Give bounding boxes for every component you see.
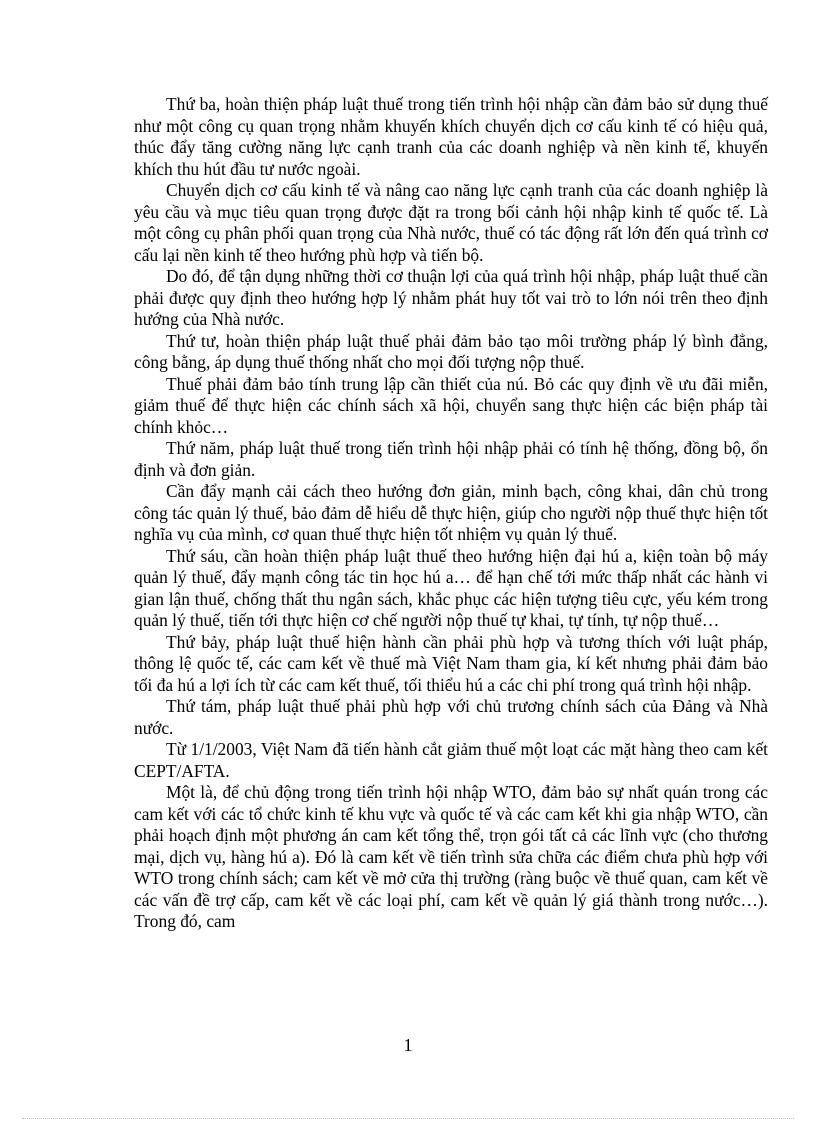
paragraph-mot-la: Một là, để chủ động trong tiến trình hội nhập WTO, đảm bảo sự nhất quán trong các cam kết với các tổ chức kinh tế khu vực và quốc tế và các cam kết khi gia nhập WTO, cần phải hoạch định một phương án cam kết tổng thể, trọn gói tất cả các lĩnh vực (cho thương mại, dịch vụ, hàng hú a). Đó là cam kết về tiến trình sửa chữa các điểm chưa phù hợp với WTO trong chính sách; cam kết về mở cửa thị trường (ràng buộc về thuế quan, cam kết về các vấn đề trợ cấp, cam kết về các loại phí, cam kết về quản lý giá thành trong nước…). Trong đó, cam: [134, 782, 768, 931]
paragraph-thu-tam: Thứ tám, pháp luật thuế phải phù hợp với chủ trương chính sách của Đảng và Nhà nước.: [134, 696, 768, 738]
body-text: [134, 94, 768, 933]
paragraph-thu-tu: Thứ tư, hoàn thiện pháp luật thuế phải đảm bảo tạo môi trường pháp lý bình đẳng, công bằng, áp dụng thuế thống nhất cho mọi đối tượng nộp thuế.: [134, 330, 768, 372]
paragraph-thu-nam: Thứ năm, pháp luật thuế trong tiến trình hội nhập phải có tính hệ thống, đồng bộ, ổn định và đơn giản.: [134, 438, 768, 480]
paragraph-tu-2003: Từ 1/1/2003, Việt Nam đã tiến hành cắt giảm thuế một loạt các mặt hàng theo cam kết CEPT/AFTA.: [134, 739, 768, 781]
page-number: 1: [403, 1035, 413, 1055]
paragraph-chuyen-dich: Chuyển dịch cơ cấu kinh tế và nâng cao năng lực cạnh tranh của các doanh nghiệp là yêu cầu và mục tiêu quan trọng được đặt ra trong bối cảnh hội nhập kinh tế quốc tế. Là một công cụ phân phối quan trọng của Nhà nước, thuế có tác động rất lớn đến quá trình cơ cấu lại nền kinh tế theo hướng phù hợp và tiến bộ.: [134, 180, 768, 265]
paragraph-do-do: Do đó, để tận dụng những thời cơ thuận lợi của quá trình hội nhập, pháp luật thuế cần phải được quy định theo hướng hợp lý nhằm phát huy tốt vai trò to lớn nói trên theo định hướng của Nhà nước.: [134, 266, 768, 329]
paragraph-can-day-manh: Cần đẩy mạnh cải cách theo hướng đơn giản, minh bạch, công khai, dân chủ trong công tác quản lý thuế, bảo đảm dễ hiểu dễ thực hiện, giúp cho người nộp thuế thực hiện tốt nghĩa vụ của mình, cơ quan thuế thực hiện tốt nhiệm vụ quản lý thuế.: [134, 481, 768, 544]
paragraph-thu-bay: Thứ bảy, pháp luật thuế hiện hành cần phải phù hợp và tương thích với luật pháp, thông lệ quốc tế, các cam kết về thuế mà Việt Nam tham gia, kí kết nhưng phải đảm bảo tối đa hú a lợi ích từ các cam kết thuế, tối thiểu hú a các chi phí trong quá trình hội nhập.: [134, 631, 768, 695]
paragraph-thu-ba: Thứ ba, hoàn thiện pháp luật thuế trong tiến trình hội nhập cần đảm bảo sử dụng thuế như một công cụ quan trọng nhằm khuyến khích chuyển dịch cơ cấu kinh tế có hiệu quả, thúc đẩy tăng cường năng lực cạnh tranh của các doanh nghiệp và nền kinh tế, khuyến khích thu hút đầu tư nước ngoài.: [134, 94, 768, 179]
paragraph-thue-phai: Thuế phải đảm bảo tính trung lập cần thiết của nú. Bỏ các quy định về ưu đãi miễn, giảm thuế để thực hiện các chính sách xã hội, chuyển sang thực hiện các biện pháp tài chính khỏc…: [134, 373, 768, 437]
paragraph-thu-sau: Thứ sáu, cần hoàn thiện pháp luật thuế theo hướng hiện đại hú a, kiện toàn bộ máy quản lý thuế, đẩy mạnh công tác tin học hú a… để hạn chế tới mức thấp nhất các hành vi gian lận thuế, chống thất thu ngân sách, khắc phục các hiện tượng tiêu cực, yếu kém trong quản lý thuế, tiến tới thực hiện cơ chế người nộp thuế tự khai, tự tính, tự nộp thuế…: [134, 545, 768, 630]
page-bottom-divider: [22, 1118, 794, 1119]
